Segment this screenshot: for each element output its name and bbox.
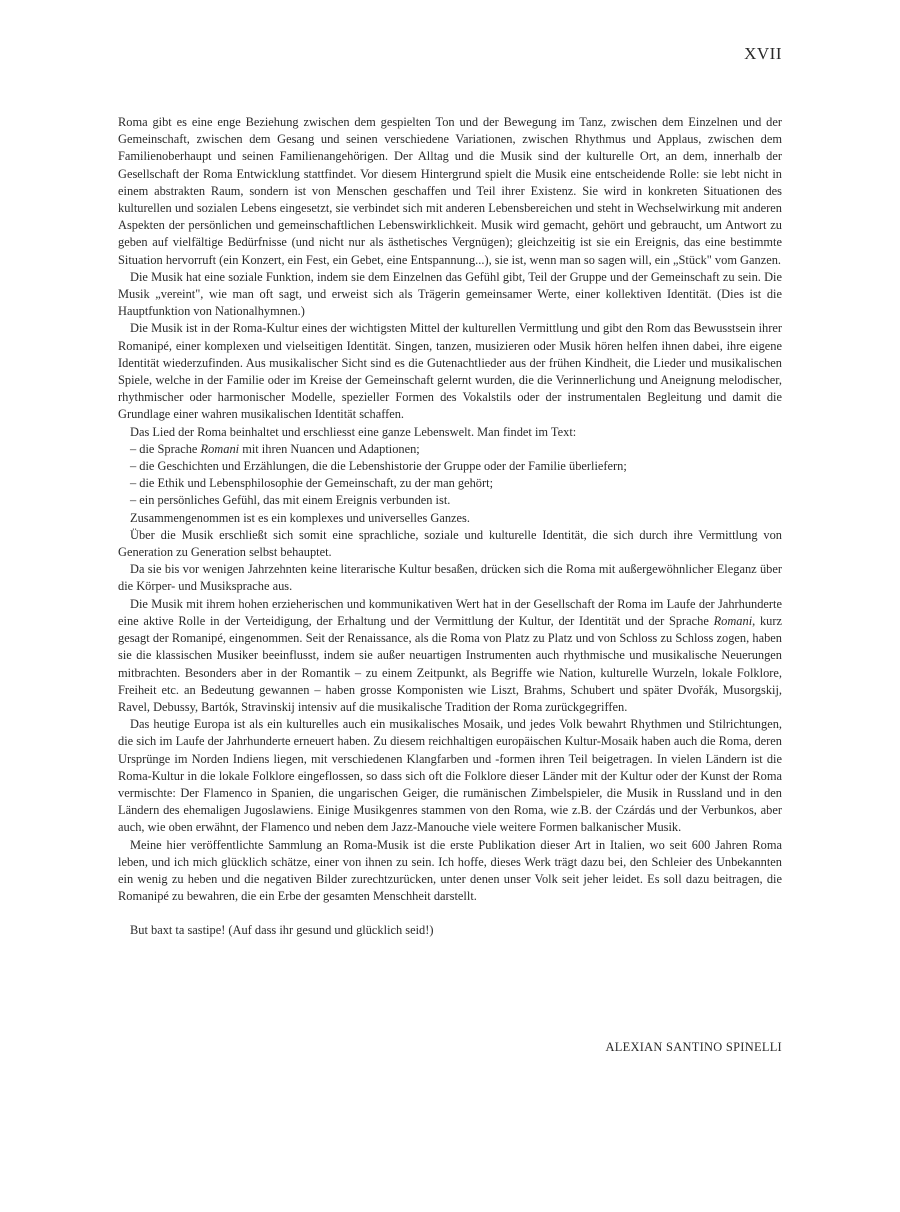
paragraph-text: Die Musik mit ihrem hohen erzieherischen und kommunikativen Wert hat in der Gesellschaft der Roma im Laufe der Jahrhunderte eine aktive Rolle in der Verteidigung, der Erhaltung und der Vermittlung der Kultur, der Identität und der Sprache bbox=[118, 596, 782, 628]
body-text bbox=[118, 114, 782, 940]
list-item-text: mit ihren Nuancen und Adaptionen; bbox=[239, 441, 420, 456]
paragraph-italic-term: Romani bbox=[713, 613, 753, 628]
paragraph: Roma gibt es eine enge Beziehung zwischen dem gespielten Ton und der Bewegung im Tanz, zwischen dem Einzelnen und der Gemeinschaft, zwischen dem Gesang und seinen verschiedene Variationen, zwischen Rhythmus und Applaus, zwischen dem Familienoberhaupt und seinen Familienangehörigen. Der Alltag und die Musik sind der kulturelle Ort, an dem, innerhalb der Gesellschaft der Roma Entwicklung stattfindet. Vor diesem Hintergrund spielt die Musik eine entscheidende Rolle: sie lebt nicht in einem abstrakten Raum, sondern ist von Menschen geschaffen und Teil ihrer Existenz. Sie wird in konkreten Situationen des kulturellen und sozialen Lebens eingesetzt, sie verbindet sich mit anderen Lebensbereichen und steht in Wechselwirkung mit anderen Aspekten der persönlichen und gemeinschaftlichen Lebenswirklichkeit. Musik wird gemacht, gehört und gebraucht, um Antwort zu geben auf vielfältige Bedürfnisse (und nicht nur als ästhetisches Vergnügen); gleichzeitig ist sie ein Ereignis, das eine bestimmte Situation hervorruft (ein Konzert, ein Fest, ein Gebet, eine Entspannung...), sie ist, wenn man so sagen will, ein „Stück" vom Ganzen. bbox=[118, 115, 782, 267]
list-item: – die Ethik und Lebensphilosophie der Gemeinschaft, zu der man gehört; bbox=[130, 476, 494, 491]
paragraph: Über die Musik erschließt sich somit eine sprachliche, soziale und kulturelle Identität, die sich durch ihre Vermittlung von Generation zu Generation selbst behauptet. bbox=[118, 527, 782, 560]
paragraph-text: , kurz gesagt der Romanipé, eingenommen. Seit der Renaissance, als die Roma von Platz zu Platz und von Schloss zu Schloss zogen, haben sie die klassischen Musiker beeinflusst, indem sie außer neuartigen Instrumenten auch rhythmische und musikalische Neuerungen mitbrachten. Besonders aber in der Romantik – zu einem Zeitpunkt, als Begriffe wie Nation, kulturelle Wurzeln, lokale Folklore, Freiheit etc. an Bedeutung gewannen – haben grosse Komponisten wie Liszt, Brahms, Schubert und später Dvořák, Musorgskij, Ravel, Debussy, Bartók, Stravinskij intensiv auf die musikalische Tradition der Roma zurückgegriffen. bbox=[118, 613, 782, 714]
list-item: – die Geschichten und Erzählungen, die die Lebenshistorie der Gruppe oder der Familie überliefern; bbox=[130, 459, 627, 474]
paragraph: Die Musik hat eine soziale Funktion, indem sie dem Einzelnen das Gefühl gibt, Teil der Gruppe und der Gemeinschaft zu sein. Die Musik „vereint", wie man oft sagt, und erweist sich als Trägerin gemeinsamer Werte, einer kollektiven Identität. (Dies ist die Hauptfunktion von Nationalhymnen.) bbox=[118, 269, 782, 319]
paragraph bbox=[118, 596, 782, 716]
author-signature: ALEXIAN SANTINO SPINELLI bbox=[605, 1040, 782, 1054]
paragraph: Das heutige Europa ist als ein kulturelles auch ein musikalisches Mosaik, und jedes Volk bewahrt Rhythmen und Stilrichtungen, die sich im Laufe der Jahrhunderte erneuert haben. Zu diesem reichhaltigen europäischen Kultur-Mosaik haben auch die Roma, deren Ursprünge im Norden Indiens liegen, mit verschiedenen Klangfarben und -formen ihren Teil beigetragen. In vielen Ländern ist die Roma-Kultur in die lokale Folklore eingeflossen, so dass sich oft die Folklore dieser Länder mit der Kultur oder der Kunst der Roma vermischte: Der Flamenco in Spanien, die ungarischen Geiger, die rumänischen Zimbelspieler, die Musik in Russland und in den Ländern des ehemaligen Jugoslawiens. Einige Musikgenres stammen von den Roma, wie z.B. der Czárdás und der Verbunkos, aber auch, wie oben erwähnt, der Flamenco und neben dem Jazz-Manouche viele weitere Formen balkanischer Musik. bbox=[118, 717, 782, 835]
list-item-italic-term: Romani bbox=[200, 441, 240, 456]
list-item bbox=[118, 441, 782, 458]
paragraph: Zusammengenommen ist es ein komplexes und universelles Ganzes. bbox=[130, 510, 470, 525]
list-item-text: – die Sprache bbox=[130, 441, 201, 456]
page-number: XVII bbox=[744, 44, 782, 63]
paragraph: Das Lied der Roma beinhaltet und erschliesst eine ganze Lebenswelt. Man findet im Text: bbox=[130, 424, 577, 439]
paragraph: Meine hier veröffentlichte Sammlung an Roma-Musik ist die erste Publikation dieser Art in Italien, wo seit 600 Jahren Roma leben, und ich mich glücklich schätze, einer von ihnen zu sein. Ich hoffe, dieses Werk trägt dazu bei, den Schleier des Unbekannten ein wenig zu heben und die negativen Bilder zurechtzurücken, unter denen unser Volk seit jeher leidet. Es soll dazu beitragen, die Romanipé zu bewahren, die ein Erbe der gesamten Menschheit darstellt. bbox=[118, 837, 782, 904]
list-item: – ein persönliches Gefühl, das mit einem Ereignis verbunden ist. bbox=[130, 493, 451, 508]
closing-line: But baxt ta sastipe! (Auf dass ihr gesund und glücklich seid!) bbox=[130, 923, 434, 938]
paragraph: Die Musik ist in der Roma-Kultur eines der wichtigsten Mittel der kulturellen Vermittlung und gibt den Rom das Bewusstsein ihrer Romanipé, einer komplexen und vielseitigen Identität. Singen, tanzen, musizieren oder Musik hören helfen ihnen dabei, ihre eigene Identität wiederzufinden. Aus musikalischer Sicht sind es die Gutenachtlieder aus der frühen Kindheit, die Lieder und musikalischen Spiele, welche in der Familie oder im Kreise der Gemeinschaft gelernt wurden, die die Verinnerlichung und Aneignung melodischer, rhythmischer oder harmonischer Modelle, spezieller Formen des Vokalstils oder der instrumentalen Begleitung und damit die Grundlage einer wahren musikalischen Identität schaffen. bbox=[118, 321, 782, 422]
paragraph: Da sie bis vor wenigen Jahrzehnten keine literarische Kultur besaßen, drücken sich die Roma mit außergewöhnlicher Eleganz über die Körper- und Musiksprache aus. bbox=[118, 562, 782, 594]
